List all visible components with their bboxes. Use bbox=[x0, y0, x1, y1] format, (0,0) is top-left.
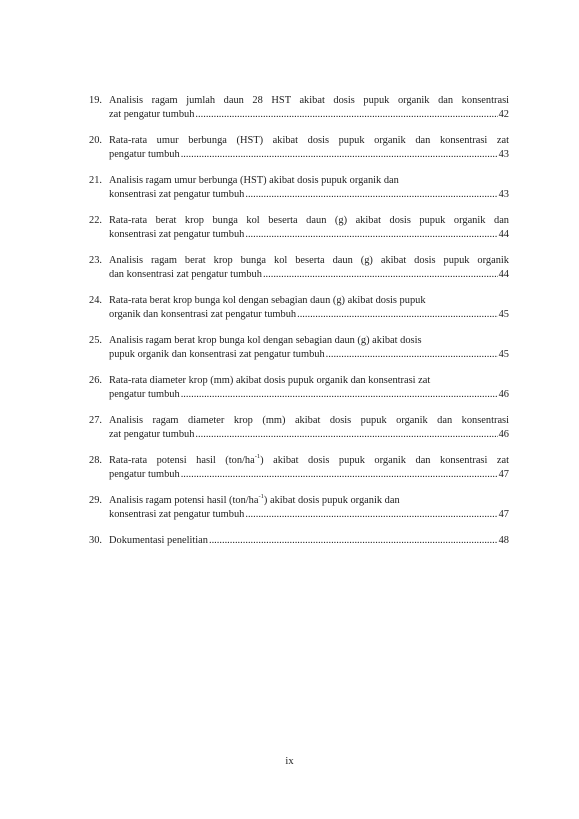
toc-entry-24[interactable] bbox=[89, 294, 509, 322]
dot-leader bbox=[181, 148, 498, 162]
entry-number: 23. bbox=[89, 255, 102, 266]
entry-number: 30. bbox=[89, 535, 102, 546]
toc-entry-21[interactable] bbox=[89, 174, 509, 202]
entry-page: 43 bbox=[498, 189, 509, 200]
entry-page: 47 bbox=[498, 509, 509, 520]
entry-title-line-2: konsentrasi zat pengatur tumbuh bbox=[109, 189, 245, 200]
dot-leader bbox=[209, 534, 498, 548]
toc-entry-27[interactable] bbox=[89, 414, 509, 442]
toc-entry-30[interactable] bbox=[89, 534, 509, 548]
entry-page: 44 bbox=[498, 229, 509, 240]
entry-page: 45 bbox=[498, 349, 509, 360]
toc-entry-28[interactable] bbox=[89, 454, 509, 482]
entry-title-line-2: pupuk organik dan konsentrasi zat pengatur tumbuh bbox=[109, 349, 325, 360]
toc-entry-25[interactable] bbox=[89, 334, 509, 362]
toc-entry-23[interactable] bbox=[89, 254, 509, 282]
entry-number: 22. bbox=[89, 215, 102, 226]
dot-leader bbox=[245, 508, 497, 522]
title-text-before-superscript: Analisis ragam potensi hasil (ton/ha bbox=[109, 495, 259, 506]
title-text-after-superscript: ) akibat dosis pupuk organik dan konsentrasi zat bbox=[260, 455, 509, 466]
entry-title-line-2: pengatur tumbuh bbox=[109, 149, 180, 160]
entry-number: 19. bbox=[89, 95, 102, 106]
entry-title: Dokumentasi penelitian bbox=[109, 535, 208, 546]
entry-page: 43 bbox=[498, 149, 509, 160]
entry-title-line-2: zat pengatur tumbuh bbox=[109, 109, 195, 120]
toc-entry-22[interactable] bbox=[89, 214, 509, 242]
toc-entry-19[interactable] bbox=[89, 94, 509, 122]
entry-title-line-2: konsentrasi zat pengatur tumbuh bbox=[109, 509, 245, 520]
superscript-exponent: -1 bbox=[254, 452, 261, 460]
toc-entry-26[interactable] bbox=[89, 374, 509, 402]
entry-title-line-1: Rata-rata umur berbunga (HST) akibat dosis pupuk organik dan konsentrasi zat bbox=[109, 135, 509, 146]
entry-title-line-2: organik dan konsentrasi zat pengatur tumbuh bbox=[109, 309, 297, 320]
entry-title-line-1: Analisis ragam berat krop bunga kol beserta daun (g) akibat dosis pupuk organik bbox=[109, 255, 509, 266]
entry-page: 47 bbox=[498, 469, 509, 480]
entry-number: 24. bbox=[89, 295, 102, 306]
entry-number: 21. bbox=[89, 175, 102, 186]
entry-title-line-2: pengatur tumbuh bbox=[109, 469, 180, 480]
entry-title-line-1: Analisis ragam diameter krop (mm) akibat dosis pupuk organik dan konsentrasi bbox=[109, 415, 509, 426]
entry-page: 44 bbox=[498, 269, 509, 280]
entry-title-line-2: dan konsentrasi zat pengatur tumbuh bbox=[109, 269, 262, 280]
dot-leader bbox=[245, 188, 497, 202]
entry-page: 46 bbox=[498, 429, 509, 440]
entry-title-line-1 bbox=[109, 494, 509, 508]
entry-title-line-1: Analisis ragam jumlah daun 28 HST akibat dosis pupuk organik dan konsentrasi bbox=[109, 95, 509, 106]
dot-leader bbox=[181, 468, 498, 482]
dot-leader bbox=[245, 228, 497, 242]
toc-entry-29[interactable] bbox=[89, 494, 509, 522]
entry-title-line-1: Rata-rata diameter krop (mm) akibat dosis pupuk organik dan konsentrasi zat bbox=[109, 375, 431, 386]
entry-page: 48 bbox=[498, 535, 509, 546]
entry-title-line-1: Analisis ragam berat krop bunga kol dengan sebagian daun (g) akibat dosis bbox=[109, 335, 422, 346]
entry-title-line-2: zat pengatur tumbuh bbox=[109, 429, 195, 440]
entry-title-line-1: Analisis ragam umur berbunga (HST) akibat dosis pupuk organik dan bbox=[109, 175, 399, 186]
dot-leader bbox=[195, 108, 497, 122]
superscript-exponent: -1 bbox=[258, 492, 264, 500]
dot-leader bbox=[195, 428, 497, 442]
dot-leader bbox=[263, 268, 498, 282]
title-text-after-superscript: ) akibat dosis pupuk organik dan bbox=[263, 495, 400, 506]
title-text-before-superscript: Rata-rata potensi hasil (ton/ha bbox=[109, 455, 255, 466]
entry-number: 26. bbox=[89, 375, 102, 386]
toc-entry-20[interactable] bbox=[89, 134, 509, 162]
entry-title-line-1: Rata-rata berat krop bunga kol dengan sebagian daun (g) akibat dosis pupuk bbox=[109, 295, 426, 306]
entry-title-line-1: Rata-rata berat krop bunga kol beserta daun (g) akibat dosis pupuk organik dan bbox=[109, 215, 509, 226]
page-number: ix bbox=[285, 756, 294, 767]
entry-number: 25. bbox=[89, 335, 102, 346]
entry-page: 42 bbox=[498, 109, 509, 120]
entry-title-line-1 bbox=[109, 454, 509, 468]
table-of-contents bbox=[89, 94, 509, 560]
entry-page: 46 bbox=[498, 389, 509, 400]
entry-page: 45 bbox=[498, 309, 509, 320]
dot-leader bbox=[297, 308, 498, 322]
entry-number: 20. bbox=[89, 135, 102, 146]
entry-number: 28. bbox=[89, 455, 102, 466]
entry-title-line-2: konsentrasi zat pengatur tumbuh bbox=[109, 229, 245, 240]
dot-leader bbox=[181, 388, 498, 402]
entry-title-line-2: pengatur tumbuh bbox=[109, 389, 180, 400]
entry-number: 27. bbox=[89, 415, 102, 426]
dot-leader bbox=[326, 348, 498, 362]
entry-number: 29. bbox=[89, 495, 102, 506]
